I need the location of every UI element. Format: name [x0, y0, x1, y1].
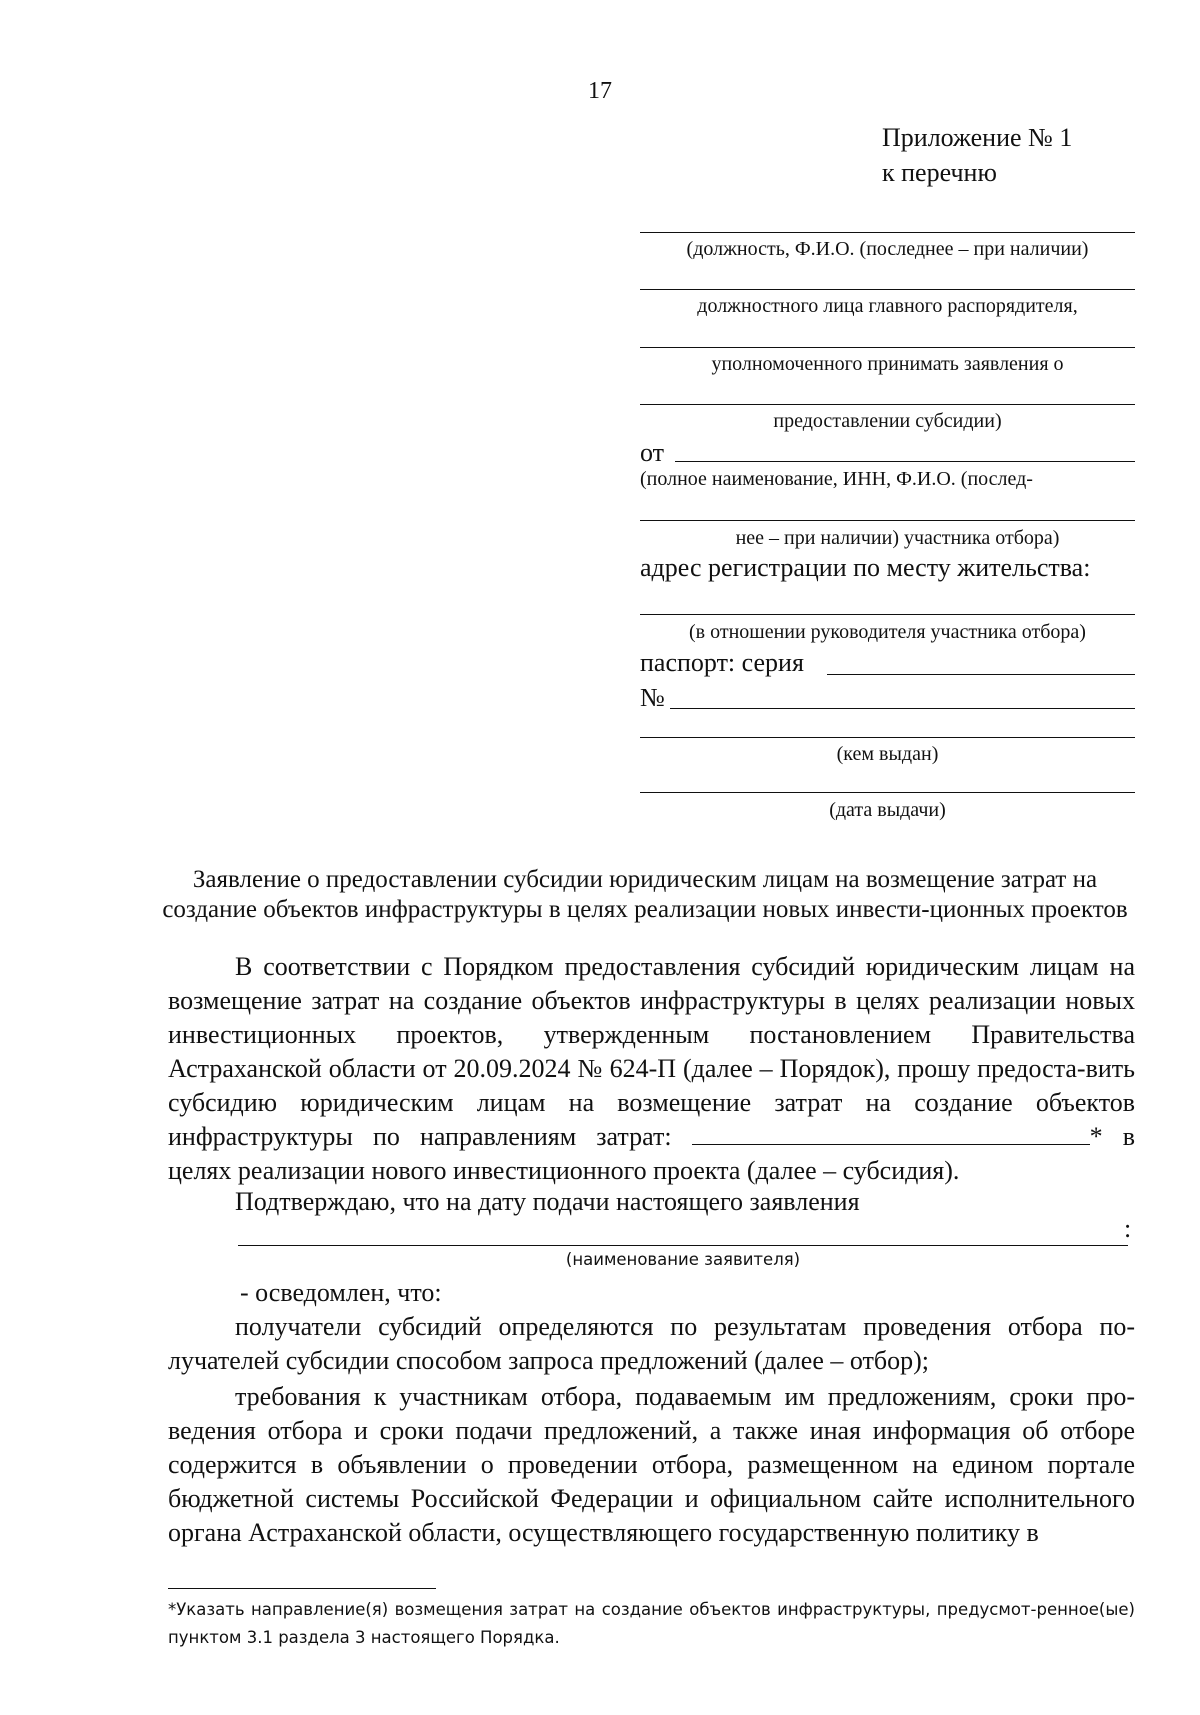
- passport-number-line: [670, 708, 1135, 709]
- addressee-caption-3: уполномоченного принимать заявления о: [711, 353, 1064, 375]
- sender-caption-2: нее – при наличии) участника отбора): [735, 527, 1060, 549]
- page-number: 17: [588, 78, 612, 104]
- sender-caption-1: (полное наименование, ИНН, Ф.И.О. (послед-: [640, 468, 1033, 490]
- addressee-line-4: [640, 404, 1135, 405]
- footnote: *Указать направление(я) возмещения затрат на создание объектов инфраструктуры, предусмот-ренное(ые) пунктом 3.1 раздела 3 настоящего Порядка.: [168, 1600, 1135, 1647]
- addressee-line-2: [640, 289, 1135, 290]
- addressee-line-3: [640, 347, 1135, 348]
- passport-number-label: №: [640, 683, 665, 712]
- from-line: [675, 461, 1135, 462]
- appendix-heading: [882, 120, 1072, 190]
- sender-line-2: [640, 520, 1135, 521]
- paragraph-2: Подтверждаю, что на дату подачи настоящего заявления: [235, 1187, 860, 1216]
- addressee-caption-2: должностного лица главного распорядителя,: [697, 295, 1078, 317]
- appendix-line-2: к перечню: [882, 158, 997, 187]
- appendix-line-1: Приложение № 1: [882, 123, 1073, 152]
- footnote-rule: [168, 1588, 436, 1589]
- issued-by-caption: (кем выдан): [836, 743, 939, 765]
- address-label: адрес регистрации по месту жительства:: [640, 553, 1091, 582]
- paragraph-4: получатели субсидий определяются по результатам проведения отбора по-лучателей субсидии способом запроса предложений (далее – отбор);: [168, 1312, 1135, 1375]
- addressee-caption-1: (должность, Ф.И.О. (последнее – при наличии): [686, 238, 1089, 260]
- issued-by-line: [640, 737, 1135, 738]
- applicant-name-line[interactable]: [238, 1245, 1128, 1246]
- cost-direction-field[interactable]: [692, 1124, 1090, 1145]
- applicant-colon: :: [1124, 1214, 1132, 1243]
- passport-label: паспорт: серия: [640, 648, 804, 677]
- paragraph-5: требования к участникам отбора, подаваемым им предложениям, сроки про-ведения отбора и сроки подачи предложений, а также иная информация об отборе содержится в объявлении о проведении отбора, размещенном на едином портале бюджетной системы Российской Федерации и официальном сайте исполнительного органа Астраханской области, осуществляющего государственную политику в: [168, 1382, 1135, 1547]
- issue-date-line: [640, 792, 1135, 793]
- paragraph-1-text: В соответствии с Порядком предоставления субсидий юридическим лицам на возмещение затрат на создание объектов инфраструктуры в целях реализации новых инвестиционных проектов, утвержденным постановлением Правительства Астраханской области от 20.09.2024 № 624-П (далее – Порядок), прошу предоста-вить субсидию юридическим лицам на возмещение затрат на создание объектов инфраструктуры по направлениям затрат:: [168, 952, 1135, 1151]
- paragraph-1: [168, 950, 1135, 1188]
- footnote-mark: *: [1089, 1122, 1103, 1151]
- paragraph-1-end: в целях реализации нового инвестиционного проекта (далее – субсидия).: [168, 1122, 1136, 1185]
- paragraph-3: - осведомлен, что:: [240, 1278, 442, 1307]
- sender-caption-3: (в отношении руководителя участника отбора): [689, 621, 1086, 643]
- from-label: от: [640, 438, 665, 467]
- addressee-caption-4: предоставлении субсидии): [773, 410, 1002, 432]
- address-line: [640, 614, 1135, 615]
- passport-series-line: [827, 674, 1135, 675]
- applicant-caption: (наименование заявителя): [565, 1250, 801, 1269]
- addressee-line-1: [640, 232, 1135, 233]
- statement-title: Заявление о предоставлении субсидии юридическим лицам на возмещение затрат на создание объектов инфраструктуры в целях реализации новых инвести-ционных проектов: [162, 866, 1128, 923]
- issue-date-caption: (дата выдачи): [829, 799, 946, 821]
